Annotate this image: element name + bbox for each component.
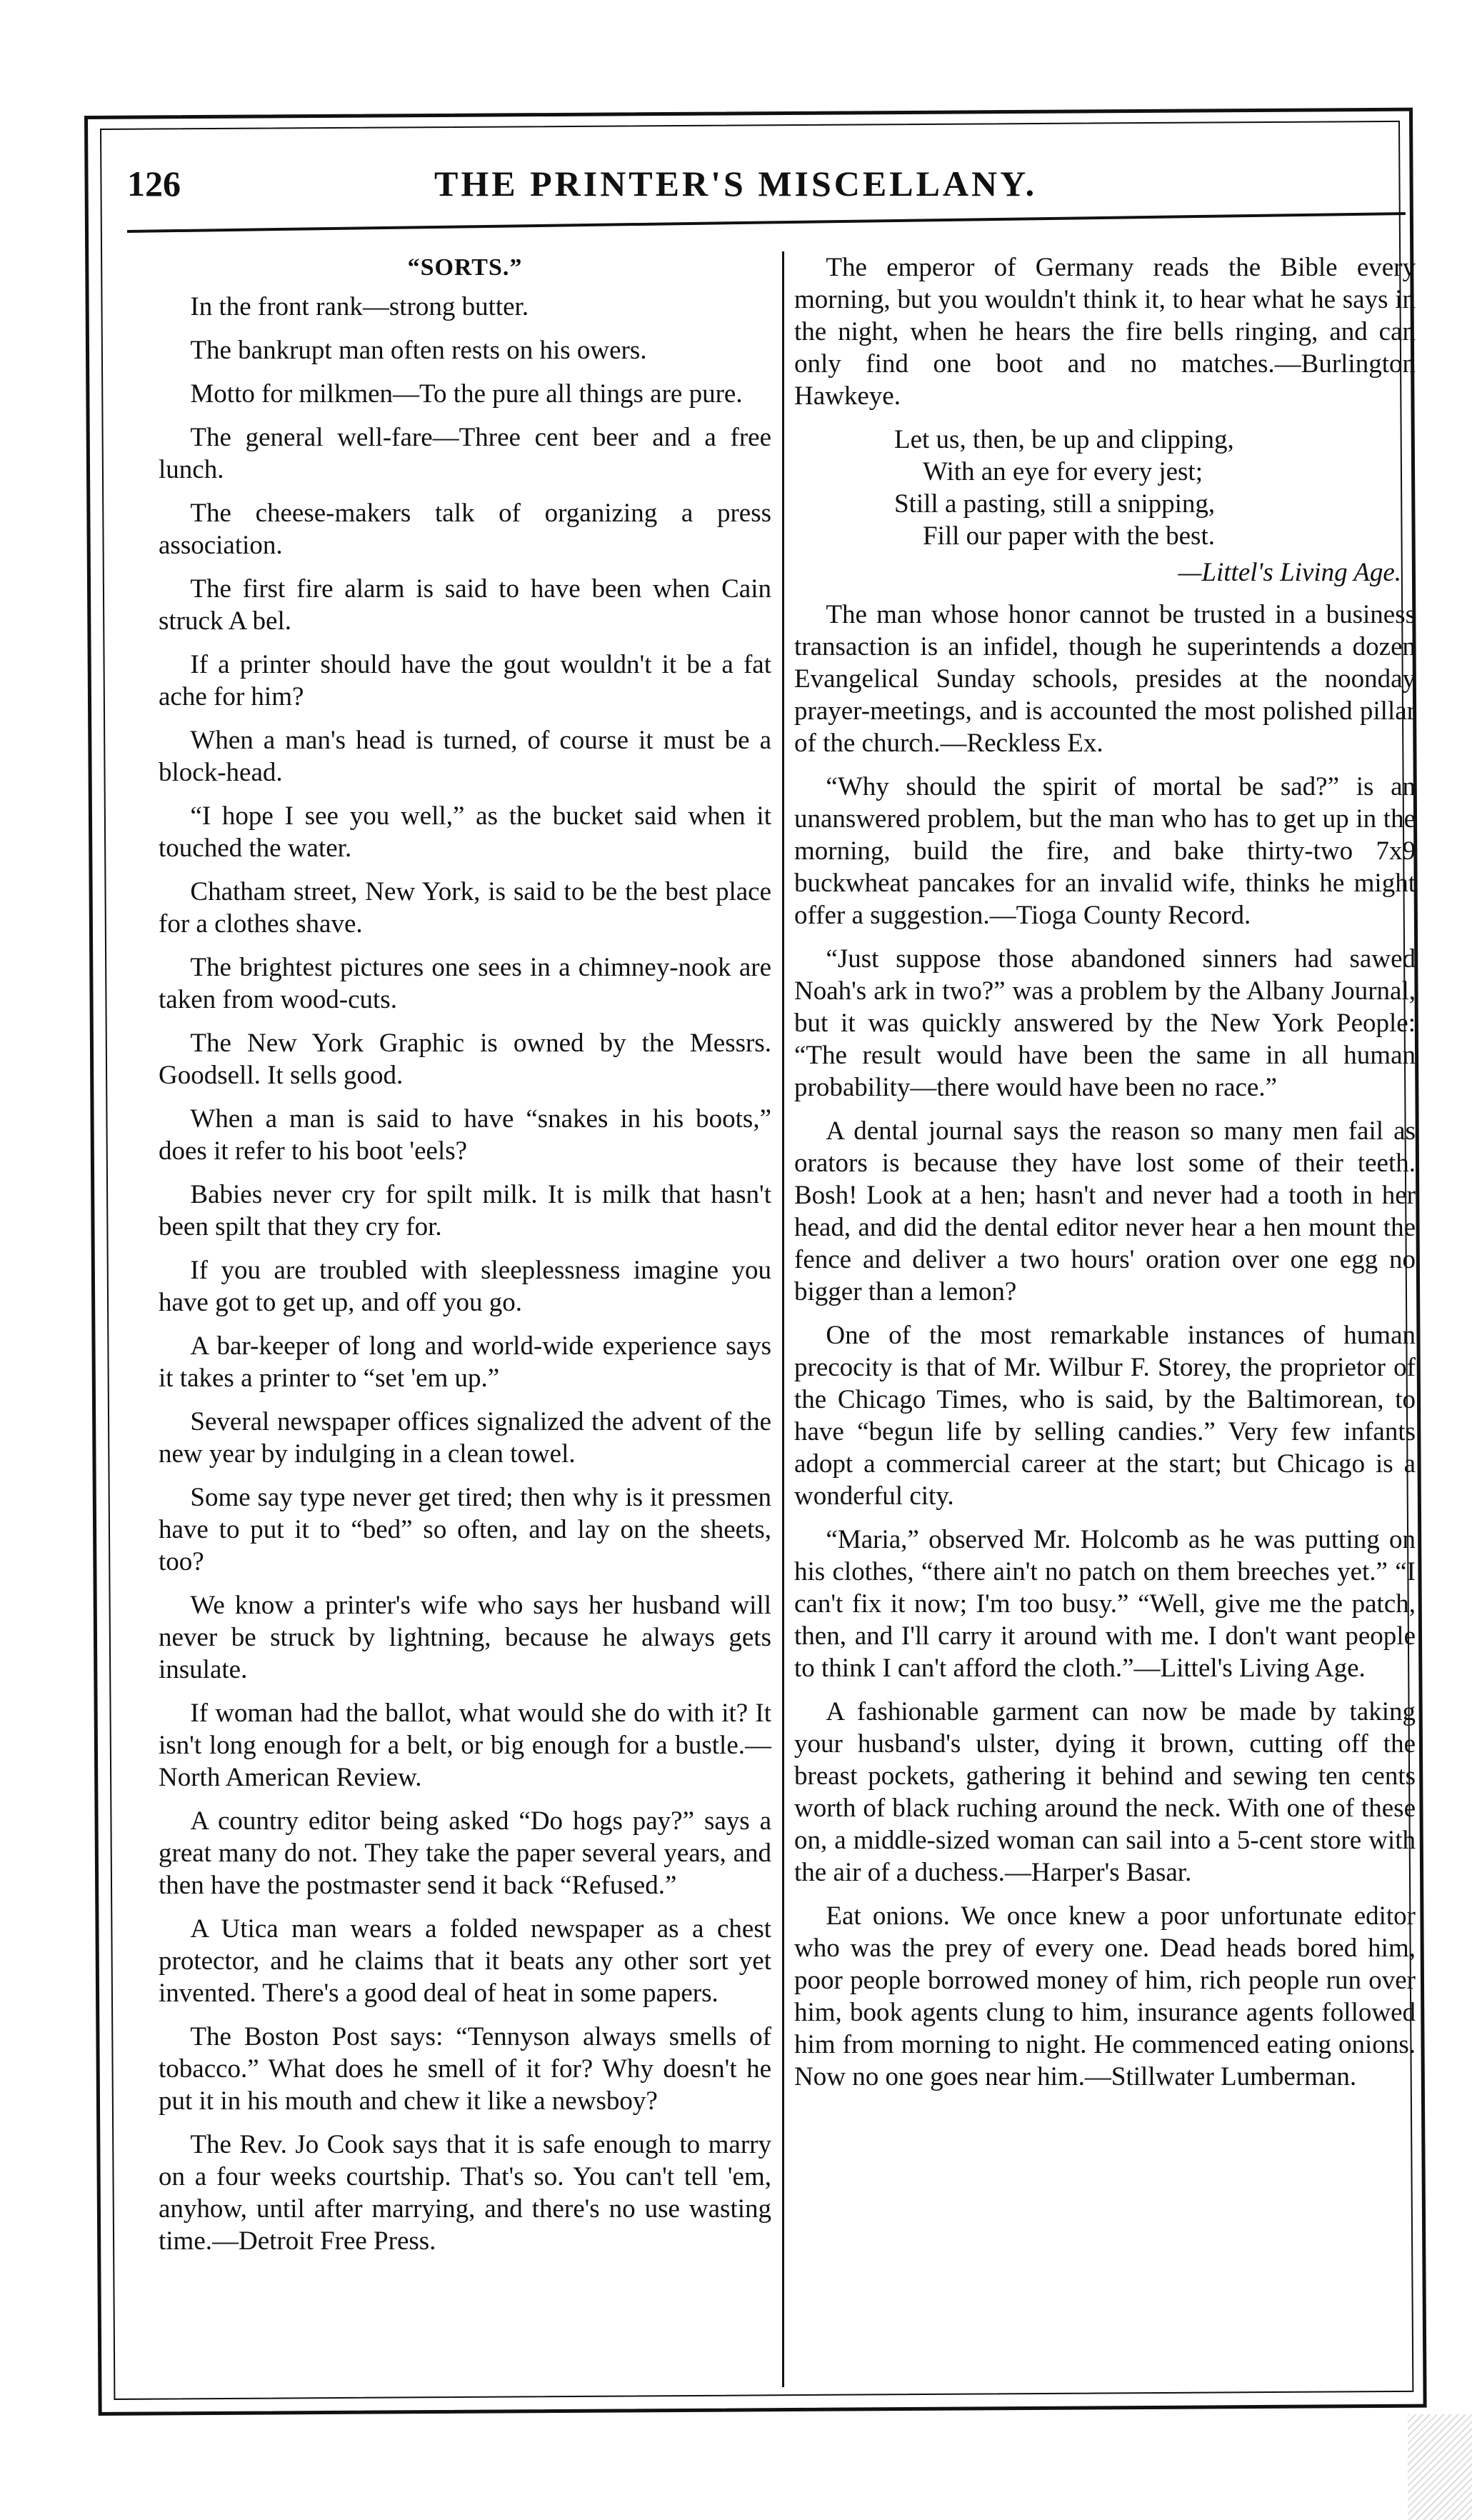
paragraph: The man whose honor cannot be trusted in a business transaction is an infidel, though he superintends a dozen Evangelical Sunday schools, presides at the noonday prayer-meetings, and is accounted the most polished pillar of the church.—Reckless Ex. — [794, 600, 1416, 758]
paragraph: The emperor of Germany reads the Bible every morning, but you wouldn't think it, to hear what he says in the night, when he hears the fire bells ringing, and can only find one boot and no matches.—Burlington Hawkeye. — [794, 253, 1416, 411]
column-divider — [782, 251, 784, 2387]
paragraph: The first fire alarm is said to have been when Cain struck A bel. — [159, 574, 771, 636]
page-edge-texture — [1408, 2414, 1472, 2520]
paragraph: If a printer should have the gout wouldn't it be a fat ache for him? — [159, 650, 771, 711]
paragraph: The bankrupt man often rests on his owers. — [190, 336, 647, 365]
paragraph: “I hope I see you well,” as the bucket said when it touched the water. — [159, 801, 771, 863]
paragraph: A dental journal says the reason so many men fail as orators is because they have lost some of their teeth. Bosh! Look at a hen; hasn't and never had a tooth in her head, and did the dental editor never hear a hen mount the fence and deliver a two hours' oration over one egg no bigger than a lemon? — [794, 1116, 1416, 1306]
paragraph: In the front rank—strong butter. — [190, 292, 529, 321]
right-column — [794, 251, 1416, 2104]
paragraph: “Maria,” observed Mr. Holcomb as he was putting on his clothes, “there ain't no patch on them breeches yet.” “I can't fix it now; I'm too busy.” “Well, give me the patch, then, and I'll carry it around with me. I don't want people to think I can't afford the cloth.”—Littel's Living Age. — [794, 1525, 1416, 1683]
paragraph: A country editor being asked “Do hogs pay?” says a great many do not. They take the paper several years, and then have the postmaster send it back “Refused.” — [159, 1806, 771, 1900]
verse-line: Still a pasting, still a snipping, — [894, 489, 1216, 519]
paragraph: The cheese-makers talk of organizing a press association. — [159, 499, 771, 560]
paragraph: When a man's head is turned, of course it must be a block-head. — [159, 726, 771, 787]
paragraph: “Just suppose those abandoned sinners had sawed Noah's ark in two?” was a problem by the Albany Journal, but it was quickly answered by the New York People: “The result would have been the same in all human probability—there would have been no race.” — [794, 944, 1416, 1102]
paragraph: A fashionable garment can now be made by taking your husband's ulster, dying it brown, cutting off the breast pockets, gathering it behind and sewing ten cents worth of black ruching around the neck. With one of these on, a middle-sized woman can sail into a 5-cent store with the air of a duchess.—Harper's Basar. — [794, 1697, 1416, 1887]
paragraph: A Utica man wears a folded newspaper as a chest protector, and he claims that it beats any other sort yet invented. There's a good deal of heat in some papers. — [159, 1914, 771, 2008]
paragraph: Some say type never get tired; then why is it pressmen have to put it to “bed” so often, and lay on the sheets, too? — [159, 1483, 771, 1576]
paragraph: One of the most remarkable instances of human precocity is that of Mr. Wilbur F. Storey, the proprietor of the Chicago Times, who is said, by the Baltimorean, to have “begun life by selling candies.” Very few infants adopt a commercial career at the start; but Chicago is a wonderful city. — [794, 1321, 1416, 1511]
verse-attribution: —Littel's Living Age. — [1178, 558, 1401, 587]
paragraph: “Why should the spirit of mortal be sad?” is an unanswered problem, but the man who has to get up in the morning, build the fire, and bake thirty-two 7x9 buckwheat pancakes for an invalid wife, thinks he might offer a suggestion.—Tioga County Record. — [794, 772, 1416, 930]
paragraph: Babies never cry for spilt milk. It is milk that hasn't been spilt that they cry for. — [159, 1180, 771, 1241]
verse-line: Let us, then, be up and clipping, — [894, 425, 1234, 454]
paragraph: A bar-keeper of long and world-wide experience says it takes a printer to “set 'em up.” — [159, 1331, 771, 1393]
running-title: THE PRINTER'S MISCELLANY. — [434, 164, 1038, 204]
paragraph: Several newspaper offices signalized the advent of the new year by indulging in a clean towel. — [159, 1407, 771, 1469]
left-column — [159, 251, 771, 2269]
verse-line: Fill our paper with the best. — [923, 521, 1215, 551]
paragraph: If you are troubled with sleeplessness imagine you have got to get up, and off you go. — [159, 1256, 771, 1317]
paragraph: We know a printer's wife who says her husband will never be struck by lightning, because he always gets insulate. — [159, 1591, 771, 1684]
paragraph: The New York Graphic is owned by the Messrs. Goodsell. It sells good. — [159, 1029, 771, 1090]
page-number: 126 — [127, 164, 181, 204]
paragraph: The brightest pictures one sees in a chimney-nook are taken from wood-cuts. — [159, 953, 771, 1014]
verse — [794, 424, 1416, 552]
paragraph: The Boston Post says: “Tennyson always smells of tobacco.” What does he smell of it for? Why doesn't he put it in his mouth and chew it like a newsboy? — [159, 2022, 771, 2116]
paragraph: Chatham street, New York, is said to be the best place for a clothes shave. — [159, 877, 771, 939]
paragraph: The general well-fare—Three cent beer and a free lunch. — [159, 423, 771, 484]
verse-line: With an eye for every jest; — [923, 457, 1203, 486]
paragraph: Motto for milkmen—To the pure all things are pure. — [190, 379, 743, 409]
paragraph: When a man is said to have “snakes in his boots,” does it refer to his boot 'eels? — [159, 1104, 771, 1166]
running-header — [127, 163, 1384, 220]
paragraph: Eat onions. We once knew a poor unfortunate editor who was the prey of every one. Dead heads bored him, poor people borrowed money of him, rich people run over him, book agents clung to him, insurance agents followed him from morning to night. He commenced eating onions. Now no one goes near him.—Stillwater Lumberman. — [794, 1901, 1416, 2091]
section-heading: “SORTS.” — [407, 254, 523, 281]
paragraph: If woman had the ballot, what would she do with it? It isn't long enough for a belt, or big enough for a bustle.—North American Review. — [159, 1699, 771, 1792]
paragraph: The Rev. Jo Cook says that it is safe enough to marry on a four weeks courtship. That's so. You can't tell 'em, anyhow, until after marrying, and there's no use wasting time.—Detroit Free Press. — [159, 2130, 771, 2256]
